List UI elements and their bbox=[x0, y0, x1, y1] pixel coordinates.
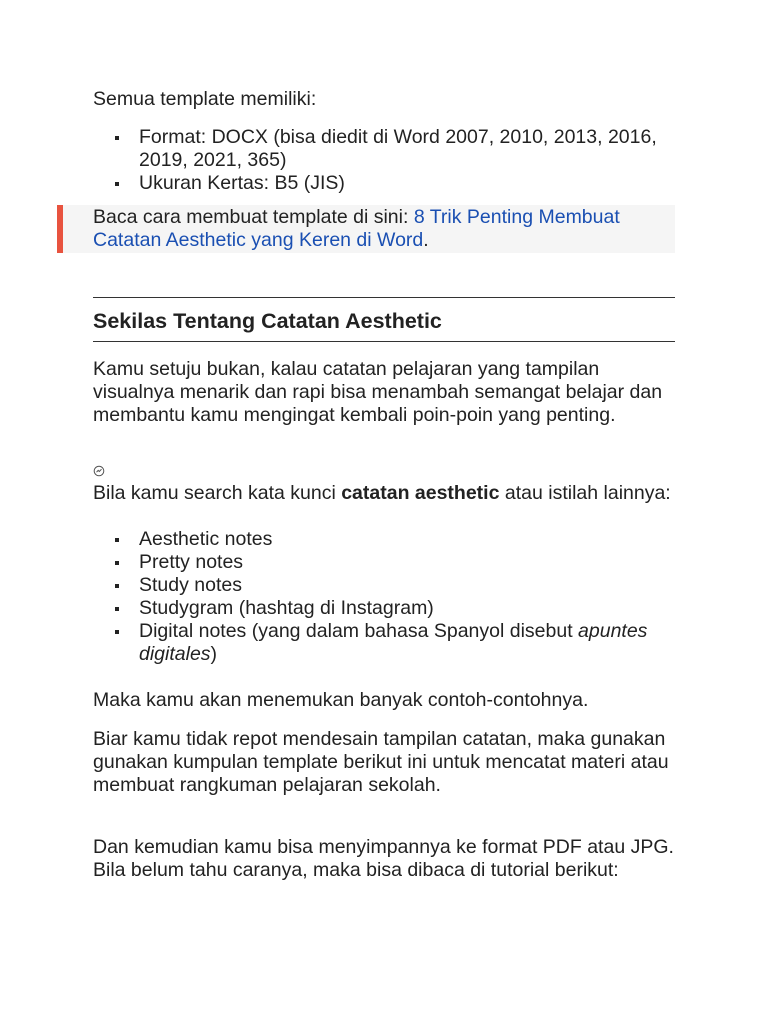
bullet-icon bbox=[115, 584, 119, 588]
list-item-text: Format: DOCX (bisa diedit di Word 2007, 2010, 2013, 2016, 2019, 2021, 365) bbox=[139, 126, 657, 171]
list-item bbox=[93, 551, 675, 574]
list-item bbox=[93, 574, 675, 597]
keyword-bold: catatan aesthetic bbox=[341, 482, 500, 504]
paragraph: Biar kamu tidak repot mendesain tampilan catatan, maka gunakan gunakan kumpulan template berikut ini untuk mencatat materi atau membuat rangkuman pelajaran sekolah. bbox=[93, 728, 669, 796]
search-terms-list bbox=[93, 528, 675, 666]
bullet-icon bbox=[115, 136, 119, 140]
callout-text bbox=[93, 206, 675, 252]
list-item bbox=[93, 126, 675, 172]
bullet-icon bbox=[115, 630, 119, 634]
list-item bbox=[93, 528, 675, 551]
list-item-text: Study notes bbox=[139, 574, 242, 596]
list-item bbox=[93, 620, 675, 666]
callout-accent-bar bbox=[57, 205, 63, 253]
list-item-text: Pretty notes bbox=[139, 551, 244, 573]
heading-bottom-divider bbox=[93, 341, 675, 342]
list-item bbox=[93, 597, 675, 620]
template-features-list bbox=[93, 126, 675, 195]
list-item bbox=[93, 172, 675, 195]
bullet-icon bbox=[115, 538, 119, 542]
paragraph: Dan kemudian kamu bisa menyimpannya ke format PDF atau JPG. Bila belum tahu caranya, maka bisa dibaca di tutorial berikut: bbox=[93, 836, 674, 881]
list-item-text: ) bbox=[210, 643, 218, 665]
heading-top-divider bbox=[93, 297, 675, 298]
bullet-icon bbox=[115, 561, 119, 565]
list-item-text: Ukuran Kertas: B5 (JIS) bbox=[139, 172, 345, 194]
paragraph: Kamu setuju bukan, kalau catatan pelajaran yang tampilan visualnya menarik dan rapi bisa menambah semangat belajar dan membantu kamu mengingat kembali poin-poin yang penting. bbox=[93, 358, 663, 426]
list-item-text: Digital notes (yang dalam bahasa Spanyol disebut bbox=[139, 620, 579, 642]
paragraph-text: atau istilah lainnya: bbox=[499, 482, 671, 504]
paragraph bbox=[93, 482, 675, 505]
list-item-text: Aesthetic notes bbox=[139, 528, 273, 550]
paragraph-text: Bila kamu search kata kunci bbox=[93, 482, 342, 504]
broken-image-icon bbox=[93, 465, 105, 477]
italic-term: apuntes digitales bbox=[139, 620, 648, 665]
section-heading: Sekilas Tentang Catatan Aesthetic bbox=[93, 309, 442, 333]
bullet-icon bbox=[115, 607, 119, 611]
paragraph: Maka kamu akan menemukan banyak contoh-contohnya. bbox=[93, 689, 589, 711]
callout-box bbox=[57, 205, 675, 253]
callout-prefix: Baca cara membuat template di sini: bbox=[93, 206, 414, 228]
intro-text: Semua template memiliki: bbox=[93, 88, 317, 110]
callout-suffix: . bbox=[423, 229, 429, 251]
list-item-text: Studygram (hashtag di Instagram) bbox=[139, 597, 434, 619]
bullet-icon bbox=[115, 182, 119, 186]
tutorial-link[interactable]: 8 Trik Penting Membuat Catatan Aesthetic yang Keren di Word bbox=[93, 206, 620, 251]
